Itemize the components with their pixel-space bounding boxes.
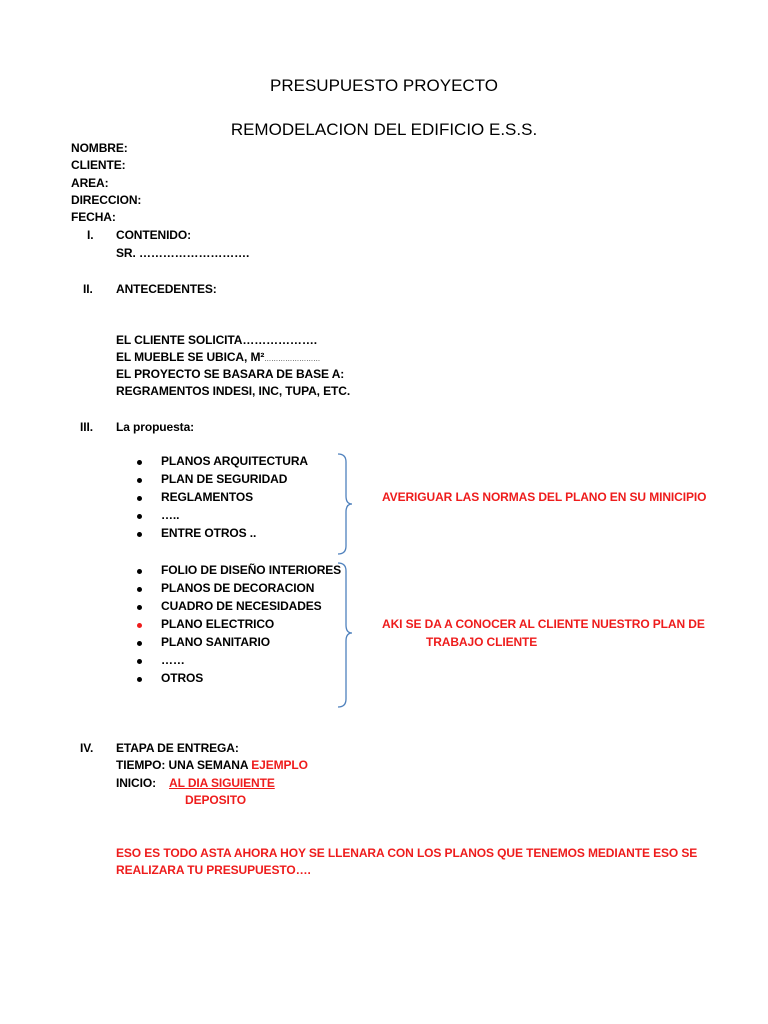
list-item: PLANO ELECTRICO: [161, 617, 275, 631]
section2-line-regramentos: REGRAMENTOS INDESI, INC, TUPA, ETC.: [116, 384, 351, 398]
section2-numeral: II.: [83, 282, 93, 296]
bullet-red-icon: [137, 623, 142, 628]
section2-mueble-text: EL MUEBLE SE UBICA, M²: [116, 350, 265, 364]
section2-line-cliente: EL CLIENTE SOLICITA……………….: [116, 333, 317, 347]
list-item: OTROS: [161, 671, 204, 685]
bullet-icon: [137, 514, 142, 519]
bullet-icon: [137, 641, 142, 646]
inicio-label: INICIO:: [116, 776, 156, 790]
tiempo-example: EJEMPLO: [251, 758, 308, 772]
bullet-icon: [137, 478, 142, 483]
right-brace-icon: [336, 561, 356, 711]
bullet-icon: [137, 677, 142, 682]
bullet-icon: [137, 659, 142, 664]
list-item: …..: [161, 508, 180, 522]
section1-heading: CONTENIDO:: [116, 228, 191, 242]
list-item: ENTRE OTROS ..: [161, 526, 257, 540]
document-subtitle: REMODELACION DEL EDIFICIO E.S.S.: [230, 120, 538, 139]
section3-numeral: III.: [80, 420, 93, 434]
field-fecha: FECHA:: [71, 210, 116, 224]
document-title: PRESUPUESTO PROYECTO: [270, 76, 498, 95]
note-plan-line1: AKI SE DA A CONOCER AL CLIENTE NUESTRO PLAN DE: [382, 617, 705, 631]
list-item: FOLIO DE DISEÑO INTERIORES: [161, 563, 342, 577]
list-item: REGLAMENTOS: [161, 490, 254, 504]
section1-numeral: I.: [87, 228, 94, 242]
section2-m2-dots: ……………………: [264, 356, 321, 363]
section2-line-mueble: [116, 350, 320, 364]
field-direccion: DIRECCION:: [71, 193, 142, 207]
right-brace-icon: [336, 452, 356, 556]
section4-heading: ETAPA DE ENTREGA:: [116, 741, 239, 755]
bullet-icon: [137, 532, 142, 537]
inicio-value: AL DIA SIGUIENTE: [169, 776, 275, 790]
closing-line1: ESO ES TODO ASTA AHORA HOY SE LLENARA CON LOS PLANOS QUE TENEMOS MEDIANTE ESO SE: [116, 846, 698, 860]
bullet-icon: [137, 587, 142, 592]
section1-line: SR. ……………………….: [116, 246, 250, 260]
section4-numeral: IV.: [80, 741, 94, 755]
field-cliente: CLIENTE:: [71, 158, 126, 172]
section2-heading: ANTECEDENTES:: [116, 282, 217, 296]
bullet-icon: [137, 496, 142, 501]
bullet-icon: [137, 569, 142, 574]
note-plan-line2: TRABAJO CLIENTE: [426, 635, 538, 649]
deposito-text: DEPOSITO: [185, 793, 246, 807]
closing-line2: REALIZARA TU PRESUPUESTO….: [116, 863, 311, 877]
section2-line-proyecto: EL PROYECTO SE BASARA DE BASE A:: [116, 367, 345, 381]
tiempo-label: TIEMPO: UNA SEMANA: [116, 758, 252, 772]
list-item: PLAN DE SEGURIDAD: [161, 472, 288, 486]
field-nombre: NOMBRE:: [71, 141, 128, 155]
list-item: CUADRO DE NECESIDADES: [161, 599, 322, 613]
list-item: PLANO SANITARIO: [161, 635, 270, 649]
section3-heading: La propuesta:: [116, 420, 195, 434]
list-item: ……: [161, 653, 185, 667]
note-averiguar: AVERIGUAR LAS NORMAS DEL PLANO EN SU MINICIPIO: [382, 490, 707, 504]
field-area: AREA:: [71, 176, 109, 190]
bullet-icon: [137, 460, 142, 465]
section4-tiempo: [116, 758, 308, 772]
bullet-icon: [137, 605, 142, 610]
section4-inicio: [116, 776, 156, 790]
list-item: PLANOS ARQUITECTURA: [161, 454, 308, 468]
list-item: PLANOS DE DECORACION: [161, 581, 315, 595]
